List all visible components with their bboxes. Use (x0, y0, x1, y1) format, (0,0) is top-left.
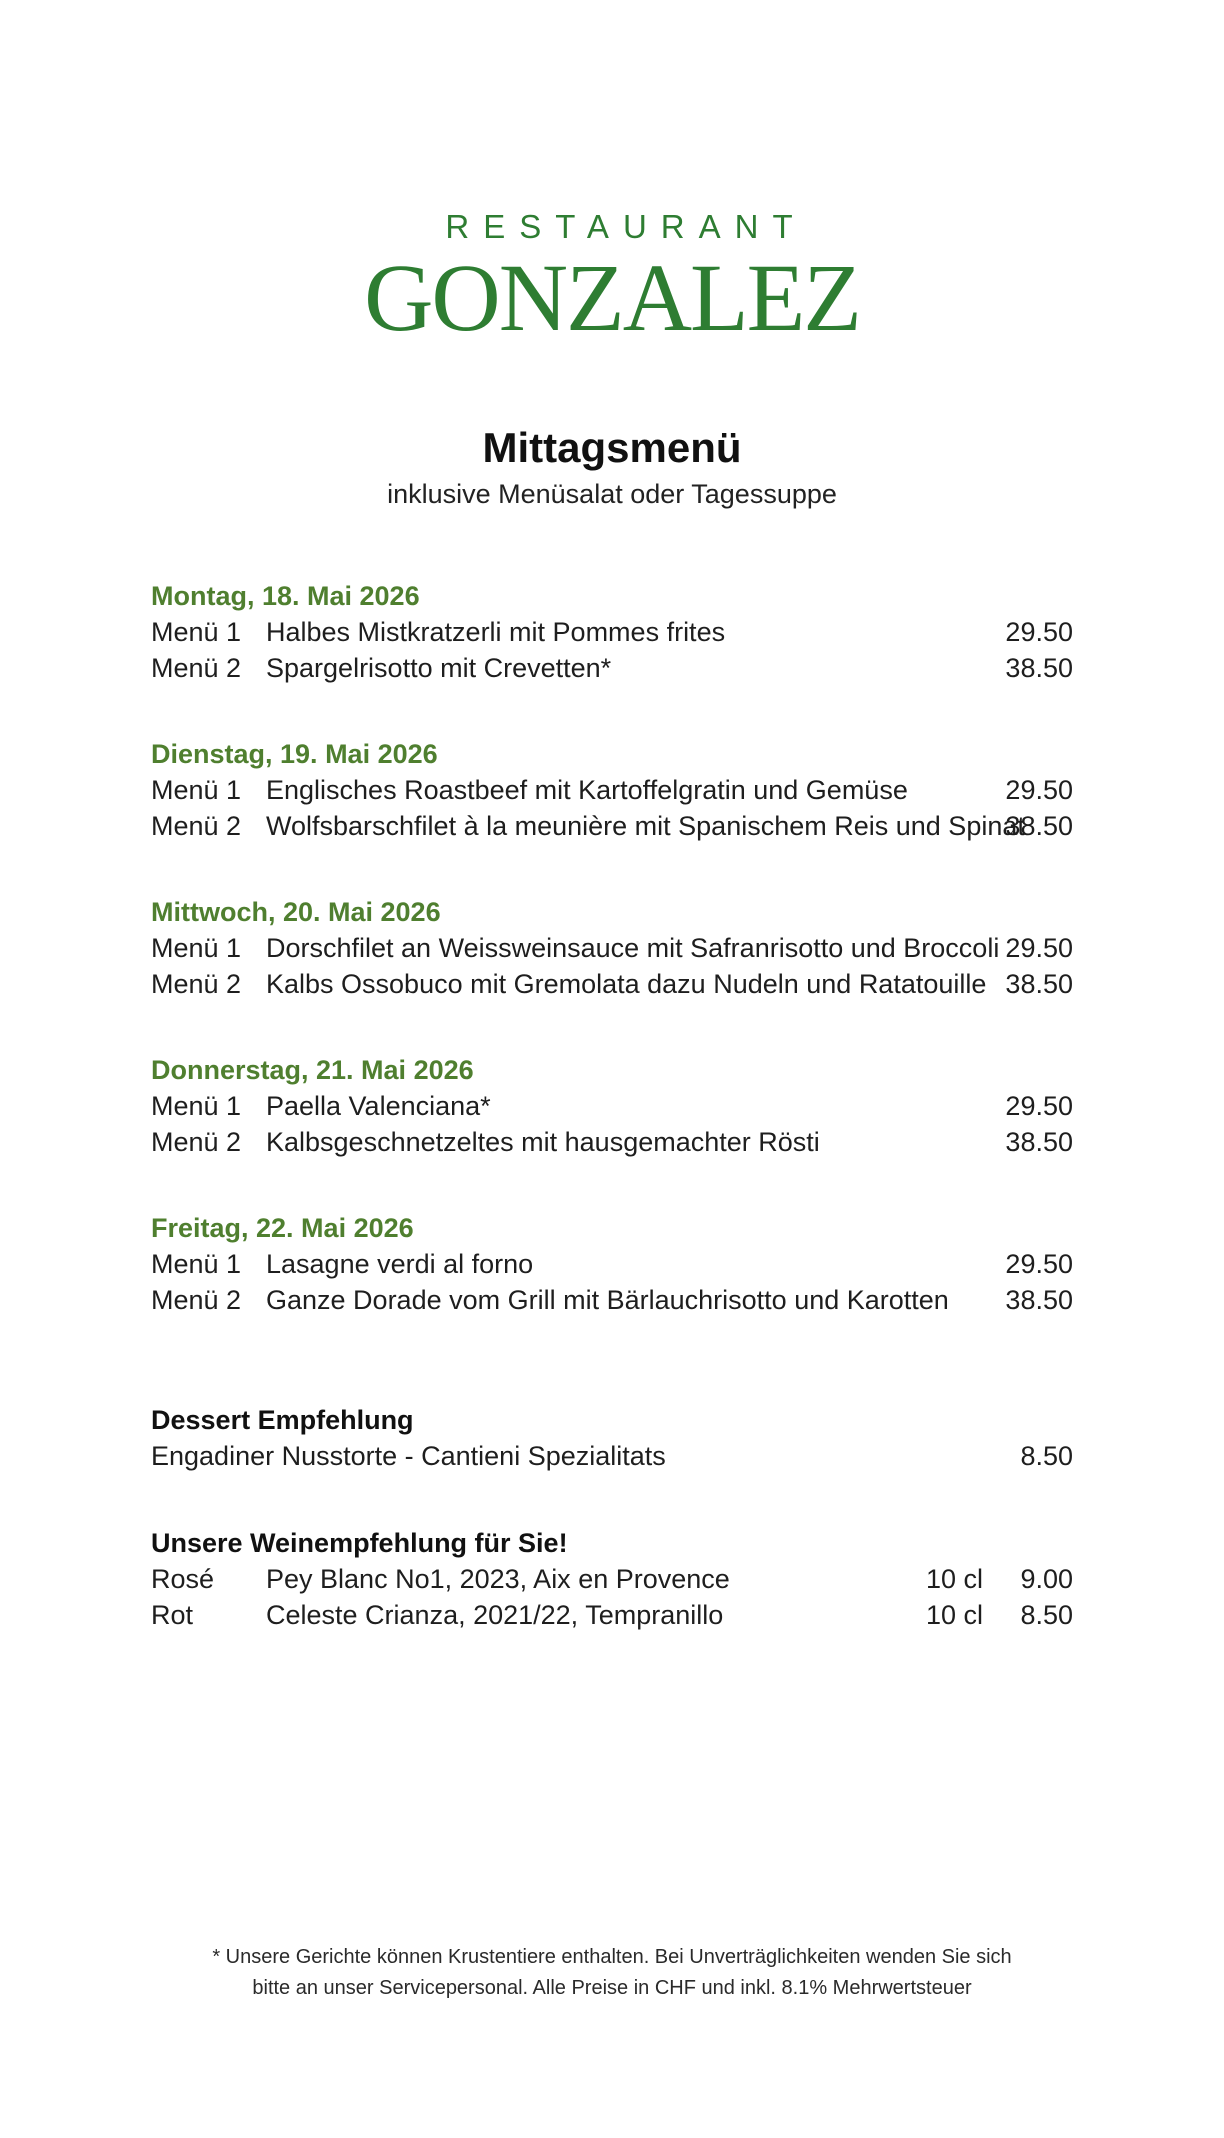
menu-label: Menü 1 (151, 617, 242, 647)
dish-name: Lasagne verdi al forno (266, 1249, 534, 1279)
menu-row (151, 614, 1073, 650)
day-section-wednesday (151, 894, 1073, 1002)
dish-name: Dorschfilet an Weissweinsauce mit Safranrisotto und Broccoli (266, 933, 1000, 963)
dish-price: 38.50 (1005, 1285, 1073, 1315)
footnote-line-2: bitte an unser Servicepersonal. Alle Preise in CHF und inkl. 8.1% Mehrwertsteuer (252, 1977, 972, 1999)
day-heading: Mittwoch, 20. Mai 2026 (151, 897, 441, 927)
dessert-section (151, 1402, 1073, 1474)
menu-label: Menü 2 (151, 811, 242, 841)
day-section-friday (151, 1210, 1073, 1318)
wine-quantity: 10 cl (925, 1564, 983, 1594)
dessert-row (151, 1438, 1073, 1474)
menu-label: Menü 2 (151, 653, 242, 683)
dish-price: 29.50 (1005, 617, 1073, 647)
menu-label: Menü 1 (151, 1091, 242, 1121)
dish-name: Spargelrisotto mit Crevetten* (266, 653, 612, 683)
dish-price: 38.50 (1005, 969, 1073, 999)
dish-price: 29.50 (1005, 775, 1073, 805)
dish-price: 38.50 (1005, 811, 1073, 841)
wine-price: 9.00 (1020, 1564, 1073, 1594)
day-heading: Donnerstag, 21. Mai 2026 (151, 1055, 474, 1085)
wine-name: Pey Blanc No1, 2023, Aix en Provence (266, 1564, 730, 1594)
day-heading: Freitag, 22. Mai 2026 (151, 1213, 414, 1243)
dish-price: 29.50 (1005, 1249, 1073, 1279)
menu-row (151, 1088, 1073, 1124)
menu-row (151, 930, 1073, 966)
page-subtitle: inklusive Menüsalat oder Tagessuppe (387, 479, 837, 509)
wine-row (151, 1597, 1073, 1633)
dish-price: 38.50 (1005, 1127, 1073, 1157)
menu-row (151, 650, 1073, 686)
dish-price: 29.50 (1005, 1091, 1073, 1121)
menu-row (151, 808, 1073, 844)
logo-restaurant-label: RESTAURANT (445, 208, 807, 245)
dish-name: Kalbsgeschnetzeltes mit hausgemachter Rösti (266, 1127, 820, 1157)
footnote (0, 1942, 1224, 2004)
day-section-monday (151, 578, 1073, 686)
dish-name: Halbes Mistkratzerli mit Pommes frites (266, 617, 726, 647)
menu-label: Menü 2 (151, 969, 242, 999)
menu-label: Menü 2 (151, 1285, 242, 1315)
dish-name: Paella Valenciana* (266, 1091, 491, 1121)
wine-price: 8.50 (1020, 1600, 1073, 1630)
menu-row (151, 966, 1073, 1002)
dessert-price: 8.50 (1020, 1441, 1073, 1471)
footnote-line-1: * Unsere Gerichte können Krustentiere enthalten. Bei Unverträglichkeiten wenden Sie sich (212, 1946, 1012, 1968)
dish-name: Kalbs Ossobuco mit Gremolata dazu Nudeln und Ratatouille (266, 969, 987, 999)
dessert-name: Engadiner Nusstorte - Cantieni Spezialitats (151, 1441, 666, 1471)
wine-name: Celeste Crianza, 2021/22, Tempranillo (266, 1600, 724, 1630)
day-heading: Dienstag, 19. Mai 2026 (151, 739, 438, 769)
dessert-heading: Dessert Empfehlung (151, 1405, 414, 1435)
wine-label: Rosé (151, 1564, 215, 1594)
wine-row (151, 1561, 1073, 1597)
dish-name: Ganze Dorade vom Grill mit Bärlauchrisotto und Karotten (266, 1285, 949, 1315)
wine-label: Rot (151, 1600, 194, 1630)
menu-row (151, 1124, 1073, 1160)
dish-name: Wolfsbarschfilet à la meunière mit Spanischem Reis und Spinat (266, 811, 1025, 841)
menu-row (151, 1282, 1073, 1318)
dish-name: Englisches Roastbeef mit Kartoffelgratin und Gemüse (266, 775, 908, 805)
menu-label: Menü 2 (151, 1127, 242, 1157)
menu-label: Menü 1 (151, 775, 242, 805)
menu-row (151, 1246, 1073, 1282)
day-section-thursday (151, 1052, 1073, 1160)
day-heading: Montag, 18. Mai 2026 (151, 581, 420, 611)
dish-price: 38.50 (1005, 653, 1073, 683)
wine-section (151, 1525, 1073, 1633)
logo-restaurant-name: GONZALEZ (364, 244, 860, 351)
dish-price: 29.50 (1005, 933, 1073, 963)
wine-quantity: 10 cl (925, 1600, 983, 1630)
menu-row (151, 772, 1073, 808)
menu-label: Menü 1 (151, 1249, 242, 1279)
wine-heading: Unsere Weinempfehlung für Sie! (151, 1528, 568, 1558)
day-section-tuesday (151, 736, 1073, 844)
page-title: Mittagsmenü (482, 424, 742, 471)
menu-label: Menü 1 (151, 933, 242, 963)
